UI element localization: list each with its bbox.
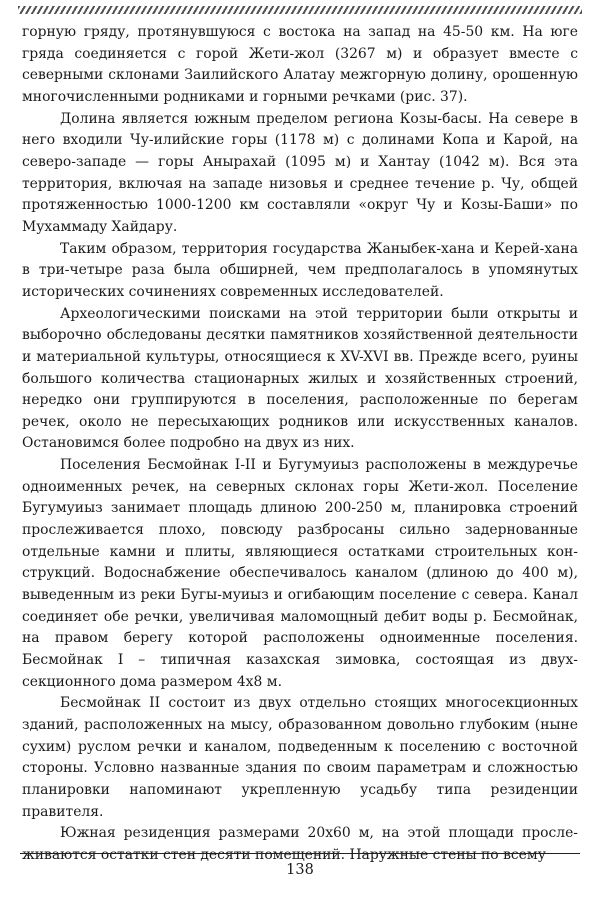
paragraph: Археологическими поисками на этой территории были открыты и выборочно обследованы десятки памятников хозяйственной деятельности и материальной культуры, относящиеся к XV-XVI вв. Прежде всего, руины большого количества стационарных жилых и хозяйственных строений, нередко они группируются в поселения, расположенные по берегам речек, около не пересыхающих родников или искусственных каналов. Остановимся более подробно на двух из них.: [22, 305, 578, 452]
paragraph: Бесмойнак II состоит из двух отдельно стоящих многосекционных зданий, расположенных на мысу, образованном довольно глубоким (ныне сухим) руслом речки и каналом, подведенным к поселению с восточной стороны. Условно названные здания по своим параметрам и сложностью планировки напоминают укрепленную усадьбу типа резиденции правителя.: [22, 695, 578, 820]
paragraph: Поселения Бесмойнак I-II и Бугумуиыз расположены в междуречье одноименных речек, на северных склонах горы Жети-жол. Поселение Бугумуиыз занимает площадь длиною 200-250 м, планировка строений прослеживается плохо, повсюду разбросаны сильно задернованные отдельные камни и плиты, являющиеся остатками строительных конструкций. Водоснабжение обеспечивалось каналом (длиною до 400 м), выведенным из реки Бугы-муиыз и огибающим поселение с севера. Канал соединяет обе речки, увеличивая маломощный дебит воды р. Бесмойнак, на правом берегу которой расположены одноименные поселения. Бесмойнак I – типичная казахская зимовка, состоящая из двухсекционного дома размером 4х8 м.: [22, 457, 578, 690]
paragraph-continued: горную гряду, протянувшуюся с востока на запад на 45-50 км. На юге гряда соединяется с горой Жети-жол (3267 м) и образует вместе с северными склонами Заилийского Алатау межгорную долину, орошенную многочисленными родниками и горными речками (рис. 37).: [22, 24, 578, 105]
paragraph: Таким образом, территория государства Жаныбек-хана и Керей-хана в три-четыре раза была обширней, чем предполагалось в упомянутых исторических сочинениях современных исследователей.: [22, 240, 578, 300]
header-ornament: [18, 6, 582, 14]
page-body: [22, 22, 578, 867]
footer-rule: [20, 853, 580, 854]
paragraph: Долина является южным пределом региона Козы-басы. На севере в него входили Чу-илийские горы (1178 м) с долинами Копа и Карой, на северо-западе — горы Анырахай (1095 м) и Хантау (1042 м). Вся эта территория, включая на западе низовья и среднее течение р. Чу, общей протяженностью 1000-1200 км составляли «округ Чу и Козы-Баши» по Мухаммаду Хайдару.: [22, 110, 578, 235]
page-number: 138: [286, 862, 314, 878]
paragraph: Южная резиденция размерами 20х60 м, на этой площади прослеживаются остатки стен десяти помещений. Наружные стены по всему: [22, 825, 578, 863]
